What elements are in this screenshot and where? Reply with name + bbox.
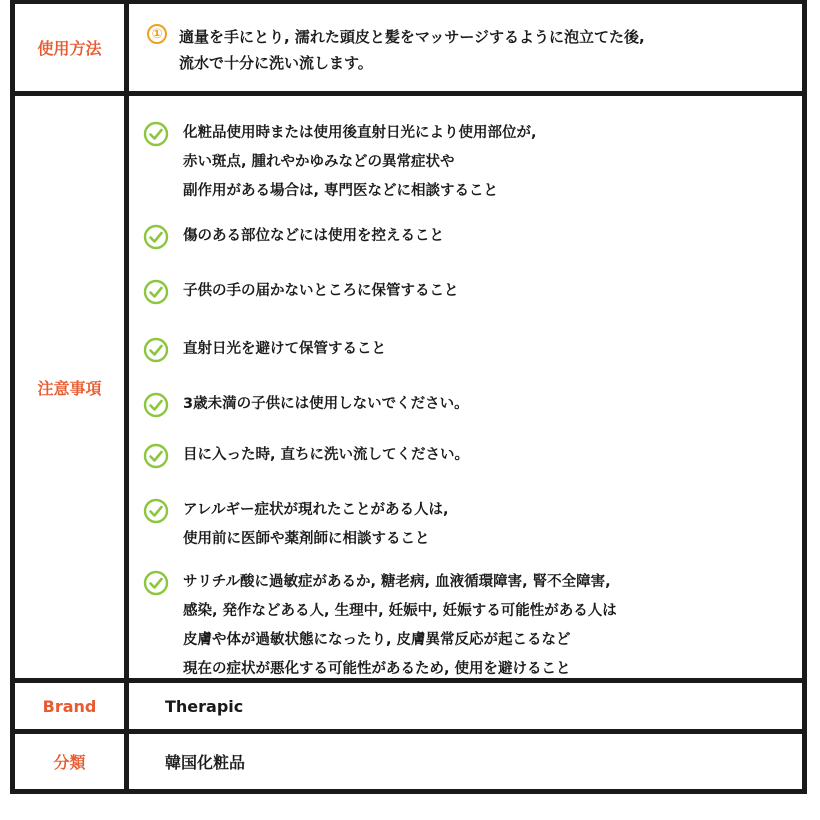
cautions-label: 注意事項 — [37, 378, 102, 398]
check-circle-icon — [143, 121, 169, 147]
caution-line: 使用前に医師や薬剤師に相談すること — [183, 531, 430, 547]
caution-text — [183, 277, 459, 306]
caution-item — [143, 500, 449, 554]
check-circle-icon — [143, 498, 169, 524]
caution-item — [143, 445, 469, 470]
caution-line: 現在の症状が悪化する可能性があるため, 使用を避けること — [183, 661, 571, 677]
category-value: 韓国化粧品 — [165, 753, 246, 772]
cautions-row — [15, 96, 802, 678]
usage-line: 適量を手にとり, 濡れた頭皮と髪をマッサージするように泡立てた後, — [179, 28, 645, 46]
usage-row — [15, 4, 802, 91]
caution-line: 3歳未満の子供には使用しないでください。 — [183, 396, 469, 412]
caution-text — [183, 119, 537, 206]
caution-text — [183, 335, 386, 364]
caution-line: 化粧品使用時または使用後直射日光により使用部位が, — [183, 125, 537, 141]
caution-line: アレルギー症状が現れたことがある人は, — [183, 502, 449, 518]
usage-content — [129, 4, 802, 91]
product-info-table — [10, 0, 807, 794]
check-circle-icon — [143, 443, 169, 469]
usage-line: 流水で十分に洗い流します。 — [179, 54, 373, 72]
check-circle-icon — [143, 279, 169, 305]
caution-text — [183, 568, 617, 684]
caution-line: 目に入った時, 直ちに洗い流してください。 — [183, 447, 470, 463]
caution-item — [143, 281, 459, 306]
cautions-content — [129, 96, 802, 678]
category-row — [15, 734, 802, 789]
category-label: 分類 — [53, 753, 86, 772]
caution-text — [183, 390, 469, 419]
caution-line: 子供の手の届かないところに保管すること — [183, 283, 459, 299]
caution-item — [143, 394, 469, 419]
caution-item — [143, 123, 537, 206]
caution-line: 赤い斑点, 腫れやかゆみなどの異常症状や — [183, 154, 455, 170]
check-circle-icon — [143, 392, 169, 418]
usage-text — [179, 24, 645, 76]
caution-line: 感染, 発作などある人, 生理中, 妊娠中, 妊娠する可能性がある人は — [183, 603, 617, 619]
check-circle-icon — [143, 337, 169, 363]
step-number-badge: ① — [147, 24, 167, 44]
usage-label: 使用方法 — [37, 39, 102, 58]
brand-content — [129, 683, 802, 729]
brand-row — [15, 683, 802, 729]
check-circle-icon — [143, 570, 169, 596]
caution-text — [183, 441, 469, 470]
caution-line: 副作用がある場合は, 専門医などに相談すること — [183, 183, 499, 199]
caution-text — [183, 222, 444, 251]
caution-item — [143, 226, 444, 251]
caution-text — [183, 496, 449, 554]
caution-item — [143, 339, 386, 364]
check-circle-icon — [143, 224, 169, 250]
caution-item — [143, 572, 617, 684]
caution-line: 直射日光を避けて保管すること — [183, 341, 386, 357]
caution-line: 皮膚や体が過敏状態になったり, 皮膚異常反応が起こるなど — [183, 632, 571, 648]
caution-line: 傷のある部位などには使用を控えること — [183, 228, 444, 244]
category-content — [129, 734, 802, 789]
brand-value: Therapic — [165, 696, 244, 716]
brand-label: Brand — [42, 696, 97, 716]
caution-line: サリチル酸に過敏症があるか, 糖老病, 血液循環障害, 腎不全障害, — [183, 574, 611, 590]
